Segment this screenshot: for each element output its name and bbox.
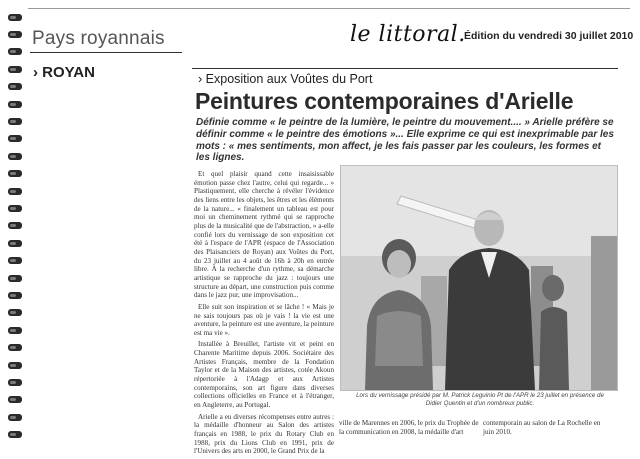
binder-hole: [8, 292, 22, 299]
article-lede: Définie comme « le peintre de la lumière, le peintre du mouvement.... » Arielle préfère se définir comme « le peintre des émotions »... Elle exprime ce qui est inexprimable par les mots : « mes sentiments, mon affect, je les fais passer par les couleurs, les formes et les lignes.: [196, 117, 614, 164]
binder-hole: [8, 31, 22, 38]
masthead-logo: le littoral.: [350, 22, 466, 47]
binder-hole: [8, 362, 22, 369]
rubric: [198, 72, 372, 86]
binder-hole: [8, 257, 22, 264]
binder-hole: [8, 135, 22, 142]
body-paragraph: Et quel plaisir quand cette insaisissable émotion passe chez l'autre, celui qui regarde... » Plastiquement, elle cherche à révéler l'évidence des liens entre les objets, les êtres et les éléments de la nature... « finalement un tableau est pour moi un cheminement rythmé qui se rapproche plus de la musicalité que de l'abstraction, » a-elle confié lors du vernissage de son exposition cet été à l'espace de l'APR (espace de l'Association des Plaisanciers de Royan) aux Voûtes du Port, du 23 juillet au 4 août de 16h à 20h en entrée libre. À la recherche d'un rythme, sa démarche artistique se rapproche du jazz : toujours une structure au départ, une construction puis comme dans le jazz pur, une improvisation...: [194, 170, 334, 300]
continuation-column: ville de Marennes en 2006, le prix du Trophée de la communication en 2008, la médaille d'art: [339, 419, 479, 436]
binder-hole: [8, 118, 22, 125]
body-paragraph: Elle suit son inspiration et se lâche ! « Mais je ne sais toujours pas où je vais ! la vie est une aventure, la peinture est une aventure, la peinture est ma vie ».: [194, 302, 334, 337]
binder-hole: [8, 379, 22, 386]
binder-hole: [8, 431, 22, 438]
body-paragraph: Installée à Breuillet, l'artiste vit et peint en Charente Maritime depuis 2006. Sociétaire des Artistes Français, membre de la Fondation Taylor et de la Maison des artistes, cotée Akoun répertoriée à l'Adagp et aux Artistes contemporains, son art figure dans diverses collections officielles en France et à l'étranger, en Angleterre, au Portugal.: [194, 340, 334, 410]
article-photo: [340, 165, 618, 391]
binder-hole: [8, 327, 22, 334]
binder-hole: [8, 309, 22, 316]
continuation-column: contemporain au salon de La Rochelle en juin 2010.: [483, 419, 601, 436]
photo-caption: Lors du vernissage présidé par M. Patrick Leguinio Pt de l'APR le 23 juillet en présence de Didier Quentin et d'un nombreux public.: [356, 392, 604, 407]
binder-hole: [8, 153, 22, 160]
section-divider: [30, 52, 182, 53]
binder-hole: [8, 14, 22, 21]
binder-hole: [8, 205, 22, 212]
rubric-divider: [192, 68, 618, 69]
binder-hole: [8, 83, 22, 90]
chevron-right-icon: ›: [33, 64, 38, 81]
binder-hole: [8, 188, 22, 195]
binder-hole: [8, 101, 22, 108]
binder-hole: [8, 222, 22, 229]
binder-hole: [8, 414, 22, 421]
article-headline: Peintures contemporaines d'Arielle: [195, 88, 574, 114]
city-label: [33, 64, 95, 81]
body-paragraph: Arielle a eu diverses récompenses entre autres : la médaille d'honneur au Salon des artistes français en 1988, le prix du Rotary Club en 1988, prix du Lions Club en 1991, prix de l'Univers des arts en 2000, le Grand Prix de la: [194, 412, 334, 456]
binder-holes: [0, 0, 28, 451]
binder-hole: [8, 275, 22, 282]
chevron-right-icon: ›: [198, 72, 203, 86]
edition-date: Édition du vendredi 30 juillet 2010: [464, 30, 634, 42]
article-body-column: [194, 170, 334, 459]
photo-illustration: [341, 166, 617, 390]
rubric-label: Exposition aux Voûtes du Port: [205, 72, 373, 86]
top-rule: [28, 8, 630, 9]
binder-hole: [8, 66, 22, 73]
city-name: ROYAN: [42, 64, 95, 81]
binder-hole: [8, 48, 22, 55]
binder-hole: [8, 240, 22, 247]
binder-hole: [8, 396, 22, 403]
binder-hole: [8, 170, 22, 177]
section-title: Pays royannais: [32, 28, 165, 49]
binder-hole: [8, 344, 22, 351]
